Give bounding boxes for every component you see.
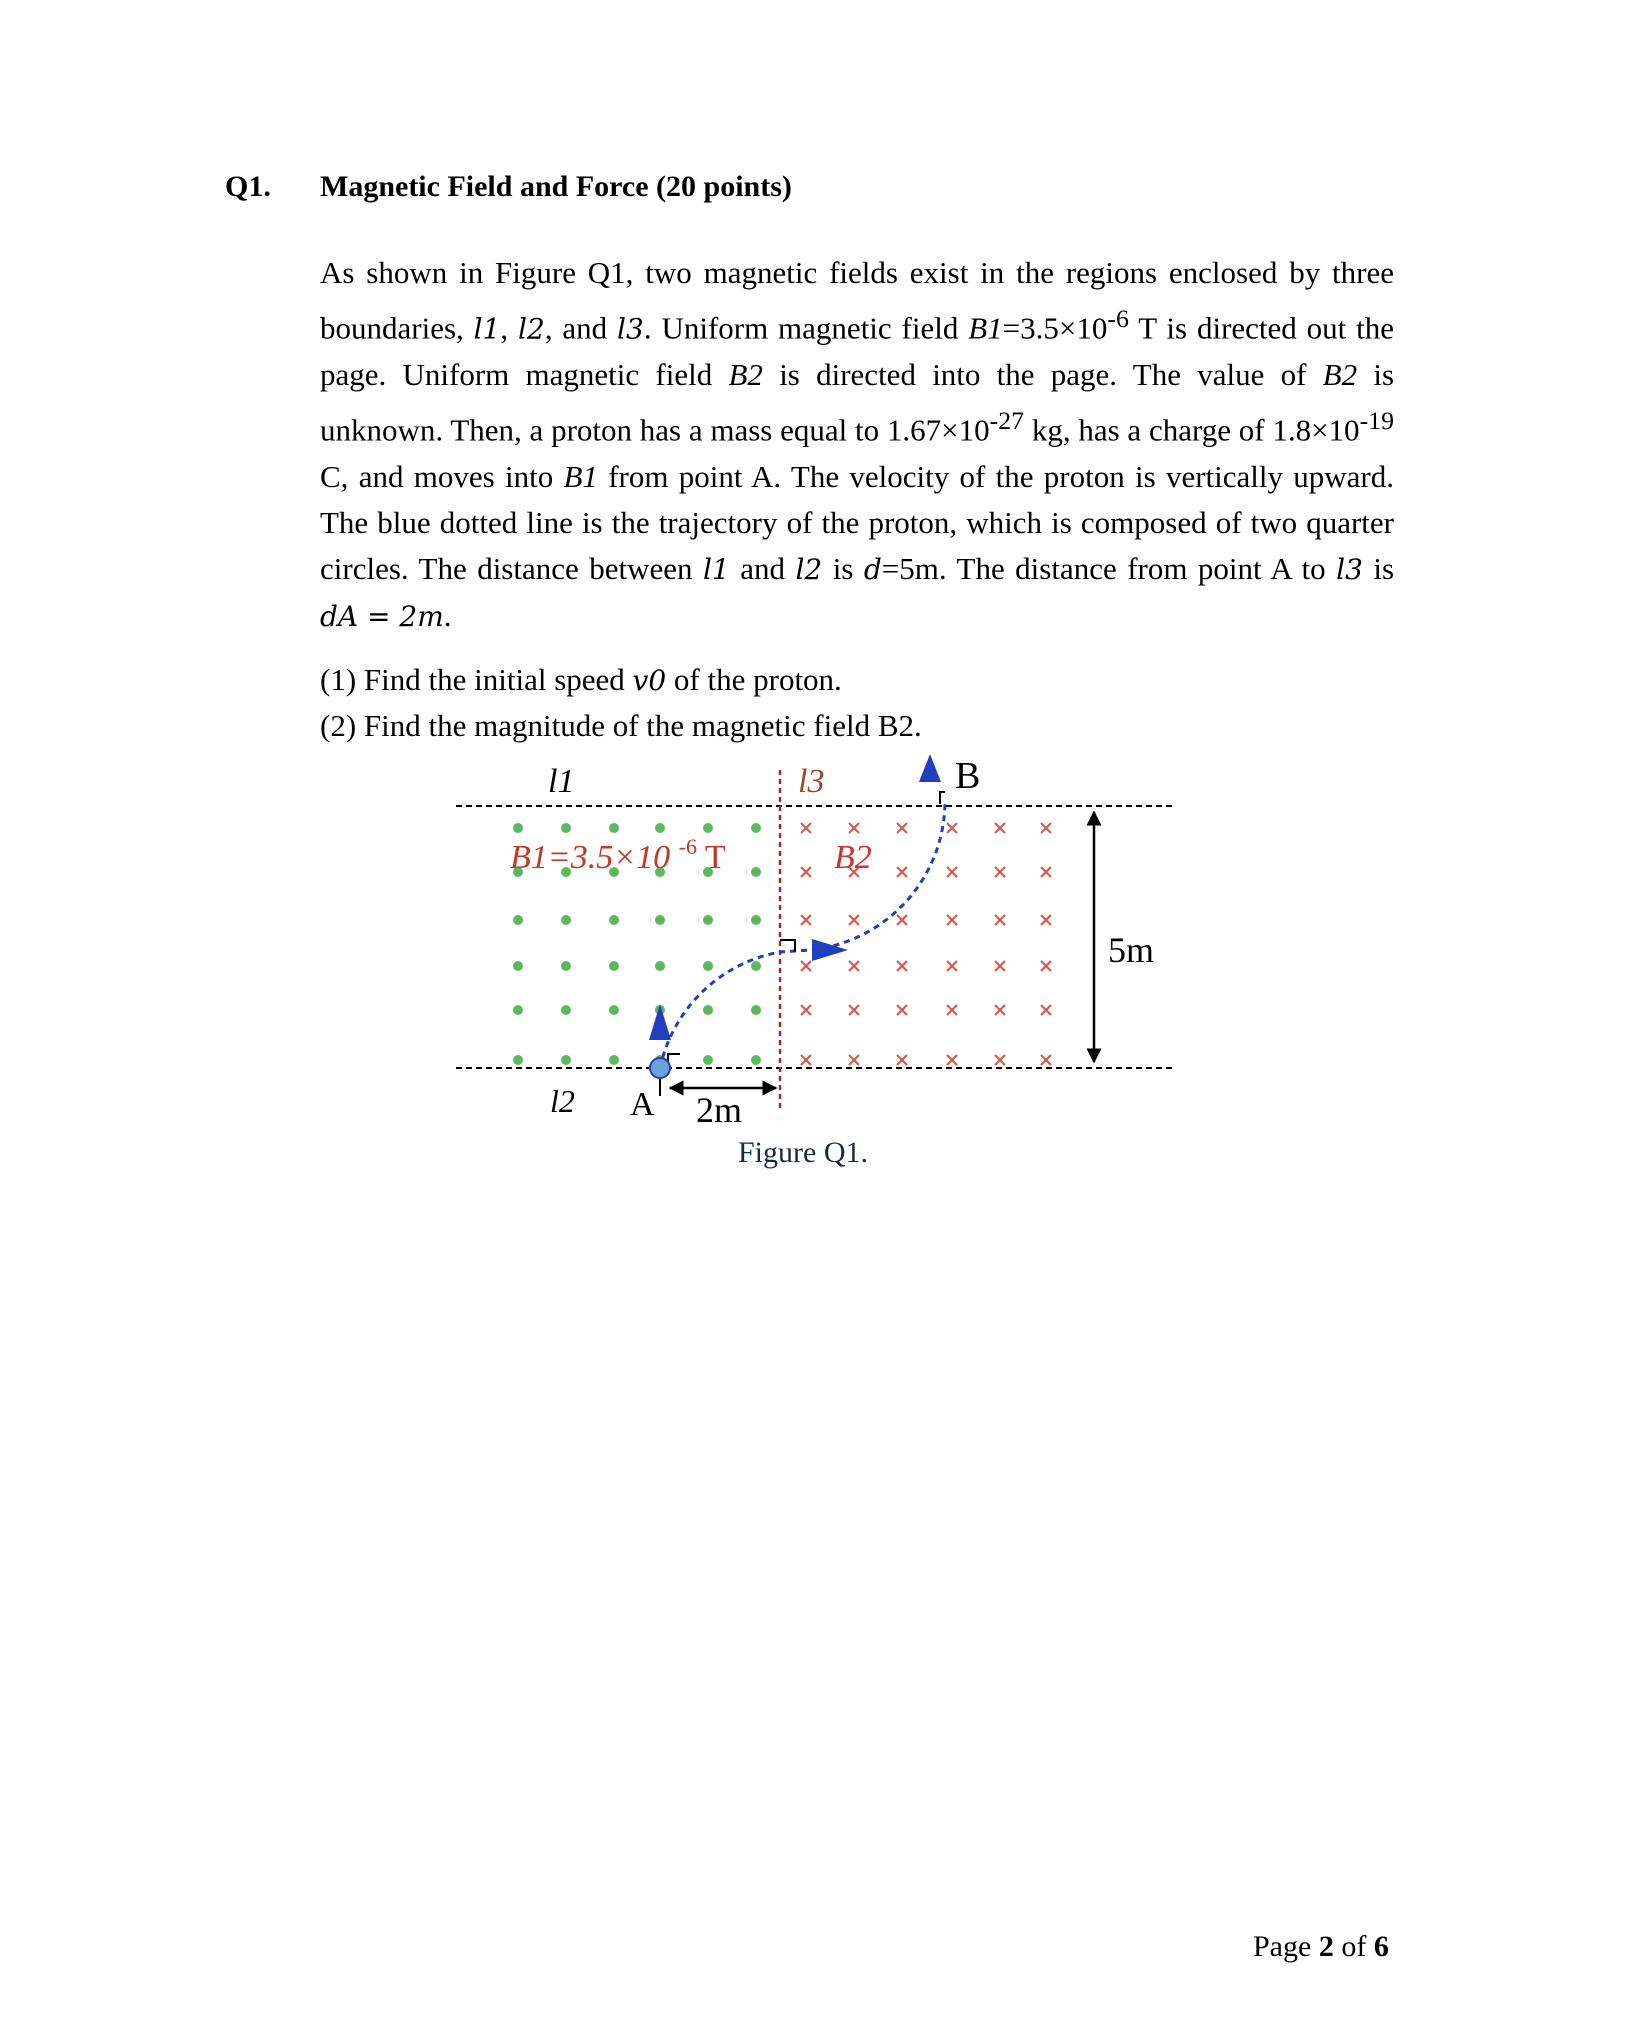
field-dot — [609, 961, 619, 971]
field-cross — [849, 915, 859, 925]
field-dot — [561, 961, 571, 971]
field-dot — [751, 1005, 761, 1015]
field-cross — [1041, 961, 1051, 971]
field-dot — [513, 915, 523, 925]
field-cross — [801, 1055, 811, 1065]
text-segment: is directed into the page. The value of — [779, 357, 1307, 393]
l2-symbol: l2 — [518, 312, 545, 346]
field-dot — [703, 1005, 713, 1015]
b1-exponent: -6 — [1107, 304, 1129, 333]
field-cross — [995, 1005, 1005, 1015]
velocity-arrow-a — [649, 1004, 671, 1040]
field-cross — [947, 1005, 957, 1015]
label-a: A — [630, 1086, 655, 1123]
field-dot — [609, 915, 619, 925]
field-cross — [801, 915, 811, 925]
field-dot — [561, 915, 571, 925]
page-total: 6 — [1373, 1930, 1389, 1963]
figure-caption: Figure Q1. — [738, 1136, 868, 1169]
field-dot — [513, 823, 523, 833]
field-cross — [995, 961, 1005, 971]
page-current: 2 — [1318, 1930, 1334, 1963]
label-5m: 5m — [1108, 930, 1155, 970]
field-cross — [947, 867, 957, 877]
field-dot — [751, 961, 761, 971]
label-2m: 2m — [696, 1090, 743, 1130]
field-dot — [561, 1005, 571, 1015]
field-dot — [703, 1055, 713, 1065]
label-l3: l3 — [798, 763, 825, 800]
label-b2: B2 — [834, 839, 872, 876]
page-prefix: Page — [1253, 1930, 1312, 1963]
field-cross — [1041, 867, 1051, 877]
field-dot — [655, 915, 665, 925]
field-cross — [947, 915, 957, 925]
b2-symbol: B2 — [1322, 357, 1358, 393]
field-cross — [897, 961, 907, 971]
field-dot — [609, 1005, 619, 1015]
field-cross — [947, 1055, 957, 1065]
text-segment: . Uniform magnetic field — [643, 310, 959, 346]
field-dot — [655, 961, 665, 971]
field-cross — [849, 1005, 859, 1015]
field-cross — [947, 961, 957, 971]
q1-suffix: of the proton. — [673, 662, 842, 697]
field-dot — [703, 915, 713, 925]
da-expression: dA = 2m — [320, 599, 444, 633]
field-cross — [995, 1055, 1005, 1065]
field-dot — [513, 1005, 523, 1015]
label-l2: l2 — [550, 1083, 575, 1119]
b2-symbol: B2 — [728, 357, 763, 393]
field-dot — [609, 823, 619, 833]
b1-symbol: B1 — [563, 458, 598, 494]
field-cross — [801, 1005, 811, 1015]
label-b1-text: B1=3.5×10 — [510, 839, 671, 876]
field-cross — [801, 823, 811, 833]
text-segment: is unknown. Then, a proton has a mass equal to 1.67×10 — [320, 357, 1395, 448]
point-a-marker — [650, 1058, 670, 1078]
l1-symbol: l1 — [473, 312, 501, 346]
field-cross — [849, 823, 859, 833]
field-cross — [801, 867, 811, 877]
label-b1-unit: T — [704, 839, 726, 876]
l1-symbol: l1 — [702, 552, 730, 586]
label-b1-exponent: -6 — [678, 834, 697, 859]
text-segment: kg, has a charge of 1.8×10 — [1031, 412, 1360, 448]
label-b1 — [510, 825, 726, 876]
b1-value: =3.5×10 — [1002, 310, 1108, 346]
l3-symbol: l3 — [617, 312, 644, 346]
text-segment: C, and moves into — [320, 458, 554, 494]
text-segment: is — [832, 550, 854, 586]
velocity-arrow-b — [919, 754, 941, 782]
page-of: of — [1341, 1930, 1367, 1963]
text-segment: =5m. The distance from point A to — [881, 550, 1326, 586]
v0-symbol: v0 — [632, 664, 667, 697]
field-dot — [751, 915, 761, 925]
field-dot — [561, 1055, 571, 1065]
question-title: Magnetic Field and Force (20 points) — [320, 170, 792, 203]
field-cross — [897, 915, 907, 925]
field-cross — [995, 915, 1005, 925]
field-cross — [897, 1055, 907, 1065]
field-dot — [703, 961, 713, 971]
field-cross — [801, 961, 811, 971]
label-b: B — [955, 755, 981, 797]
field-dot — [751, 867, 761, 877]
l3-symbol: l3 — [1336, 552, 1363, 586]
d-symbol: d — [863, 552, 882, 586]
field-dot — [751, 1055, 761, 1065]
field-cross — [849, 961, 859, 971]
mass-exponent: -27 — [989, 406, 1025, 436]
text-segment: from point A. The velocity of the proton is vertically upward. The blue dotted line is the trajectory of the proton, which is composed of two quarter circles. The distance between — [320, 458, 1394, 586]
page-footer — [1253, 1930, 1389, 1964]
field-cross — [995, 823, 1005, 833]
field-cross — [947, 823, 957, 833]
l2-symbol: l2 — [795, 552, 823, 586]
field-cross — [1041, 1005, 1051, 1015]
field-dot — [751, 823, 761, 833]
field-cross — [849, 1055, 859, 1065]
sub-question-2: (2) Find the magnitude of the magnetic field B2. — [320, 708, 922, 743]
field-dot — [513, 961, 523, 971]
field-cross — [1041, 823, 1051, 833]
field-dot — [561, 823, 571, 833]
field-cross — [897, 823, 907, 833]
label-l1: l1 — [548, 763, 575, 800]
field-cross — [1041, 1055, 1051, 1065]
right-angle-marker-b — [940, 792, 945, 804]
field-cross — [897, 867, 907, 877]
field-dot — [609, 1055, 619, 1065]
problem-statement: As shown in Figure Q1, two magnetic fields exist in the regions enclosed by three boundaries, l1, l2, and l3. Uniform magnetic field $B1=3.5\times 10^{-6}$ T is directed out the page. Uniform magnetic field B2 is directed into the page. The value of B2 is unknown. Then, a proton has a mass equal to $1.67\times 10^{-27}$ kg, has a charge of $1.8\times 10^{-19}$ C, and moves into B1 from point A. The velocity of the proton is vertically upward. The blue dotted line is the trajectory of the proton, which is composed of two quarter circles. The distance between l1 and l2 is d=5m. The distance from point A to l3 is dA = 2m. — [320, 255, 1395, 633]
text-segment: As shown in Figure Q1, two magnetic fields exist in the regions enclosed by three boundaries, — [320, 255, 1394, 346]
field-dot — [655, 823, 665, 833]
b1-symbol: B1 — [968, 310, 1003, 346]
field-cross — [1041, 915, 1051, 925]
field-dot — [513, 1055, 523, 1065]
charge-exponent: -19 — [1359, 406, 1394, 436]
field-cross — [897, 1005, 907, 1015]
question-number: Q1. — [225, 170, 271, 203]
field-cross — [995, 867, 1005, 877]
q1-prefix: (1) Find the initial speed — [320, 662, 625, 697]
text-segment: T is directed out the page. Uniform magnetic field — [320, 310, 1394, 393]
velocity-arrow-mid — [812, 939, 848, 961]
